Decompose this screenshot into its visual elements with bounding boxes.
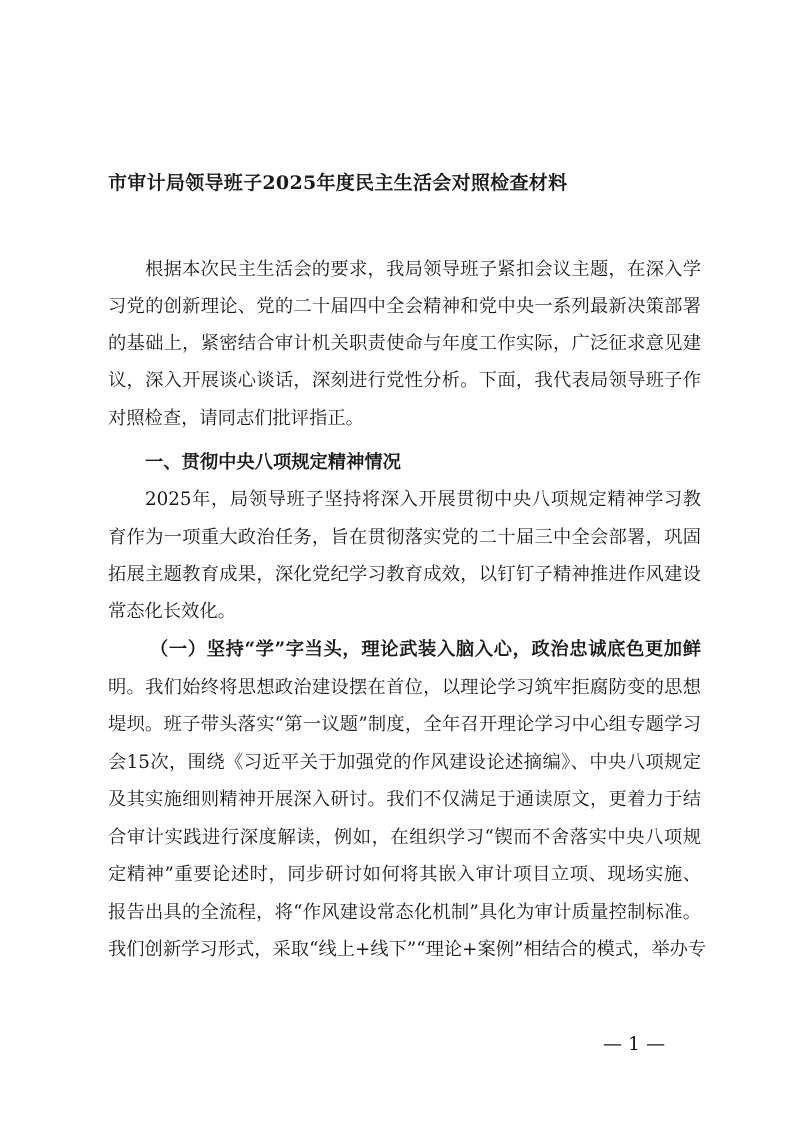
intro-line: 对照检查，请同志们批评指正。 — [108, 408, 364, 429]
intro-line: 习党的创新理论、党的二十届四中全会精神和党中央一系列最新决策部署 — [108, 296, 701, 317]
section-line: 常态化长效化。 — [108, 601, 236, 622]
subsection-line: 报告出具的全流程，将“作风建设常态化机制”具化为审计质量控制标准。 — [108, 902, 701, 923]
subsection-line: 合审计实践进行深度解读，例如，在组织学习“锲而不舍落实中央八项规 — [108, 827, 701, 848]
subsection-line: 明。我们始终将思想政治建设摆在首位，以理论学习筑牢拒腐防变的思想 — [108, 677, 701, 698]
intro-line: 根据本次民主生活会的要求，我局领导班子紧扣会议主题，在深入学 — [145, 259, 701, 280]
subsection-line: 会15次，围绕《习近平关于加强党的作风建设论述摘编》、中央八项规定 — [108, 752, 701, 773]
intro-line: 的基础上，紧密结合审计机关职责使命与年度工作实际，广泛征求意见建 — [108, 333, 701, 354]
intro-line: 议，深入开展谈心谈话，深刻进行党性分析。下面，我代表局领导班子作 — [108, 370, 701, 391]
subsection-line: 及其实施细则精神开展深入研讨。我们不仅满足于通读原文，更着力于结 — [108, 789, 701, 810]
page-number: — 1 — — [603, 1033, 666, 1055]
section-line: 拓展主题教育成果，深化党纪学习教育成效，以钉钉子精神推进作风建设 — [108, 564, 701, 585]
section-heading: 一、贯彻中央八项规定精神情况 — [145, 452, 401, 473]
subsection-heading: （一）坚持“学”字当头，理论武装入脑入心，政治忠诚底色更加鲜 — [150, 639, 701, 660]
section-line: 育作为一项重大政治任务，旨在贯彻落实党的二十届三中全会部署，巩固 — [108, 527, 701, 548]
subsection-line: 我们创新学习形式，采取“线上+线下”“理论+案例”相结合的模式，举办专 — [108, 939, 707, 960]
section-line: 2025年，局领导班子坚持将深入开展贯彻中央八项规定精神学习教 — [145, 489, 701, 510]
subsection-line: 定精神”重要论述时，同步研讨如何将其嵌入审计项目立项、现场实施、 — [108, 864, 701, 885]
document-title: 市审计局领导班子2025年度民主生活会对照检查材料 — [108, 172, 568, 194]
subsection-line: 堤坝。班子带头落实“第一议题”制度，全年召开理论学习中心组专题学习 — [108, 714, 701, 735]
